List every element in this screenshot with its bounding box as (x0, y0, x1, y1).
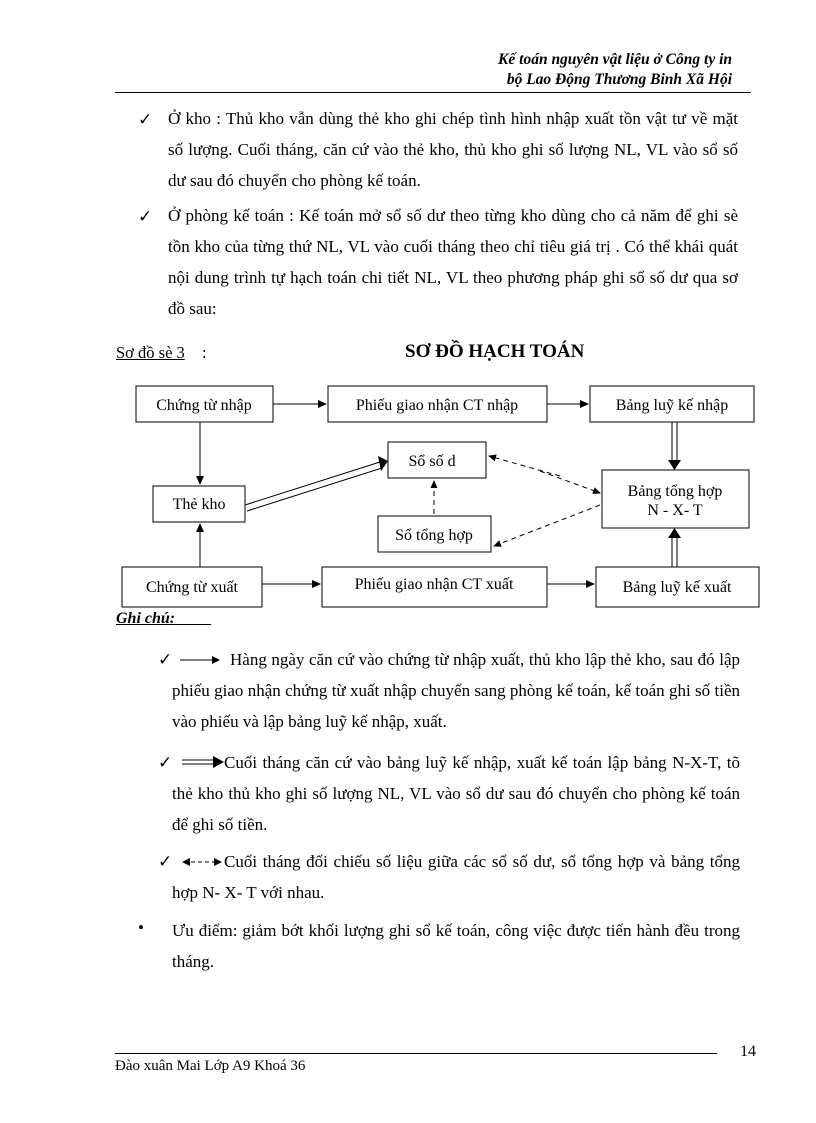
check-icon: ✓ (158, 852, 173, 871)
paragraph-phong-ke-toan: Ở phòng kế toán : Kế toán mở sổ số dư theo từng kho dùng cho cả năm để ghi sè tồn kho của từng thứ NL, VL vào cuối tháng theo chỉ tiêu giá trị . Có thể khái quát nội dung trình tự hạch toán chi tiết NL, VL theo phương pháp ghi sổ số dư qua sơ đồ sau: (168, 206, 738, 318)
box-chung-tu-nhap-label: Chứng từ nhập (156, 397, 252, 414)
dashed-arrow-to-so-tong-hop (494, 505, 600, 546)
box-bang-luy-ke-nhap-label: Bảng luỹ kế nhập (615, 397, 729, 414)
box-so-tong-hop-label: Sổ tổng hợp (395, 527, 473, 544)
note-reconcile: Cuối tháng đối chiếu số liệu giữa các sổ số dư, sổ tổng hợp và bảng tổng hợp N- X- T với nhau. (172, 852, 740, 902)
check-icon: ✓ (138, 110, 153, 129)
box-bang-luy-ke-xuat-label: Bảng luỹ kế xuất (622, 579, 732, 596)
check-icon: ✓ (158, 650, 173, 669)
double-arrow-bang-xuat-to-tong-hop (672, 538, 677, 567)
double-arrow-the-kho-to-so-so-du (245, 462, 382, 511)
bullet-icon: • (138, 918, 144, 937)
running-header-line-2: bộ Lao Động Thương Binh Xã Hội (506, 71, 732, 88)
paragraph-advantage: Ưu điểm: giảm bớt khối lượng ghi sổ kế toán, công việc được tiến hành đều trong tháng. (172, 921, 740, 971)
paragraph-o-kho: Ở kho : Thủ kho vẫn dùng thẻ kho ghi chép tình hình nhập xuất tồn vật tư về mặt số lượng. Cuối tháng, căn cứ vào thẻ kho, thủ kho ghi số lượng NL, VL vào sổ số dư sau đó chuyển cho phòng kế toán. (168, 109, 738, 190)
diagram-label-colon: : (202, 343, 207, 362)
box-chung-tu-xuat-label: Chứng từ xuất (145, 579, 239, 596)
box-phieu-xuat-label: Phiếu giao nhận CT xuất (354, 576, 514, 593)
check-icon: ✓ (138, 207, 153, 226)
footer-rule (115, 1053, 717, 1054)
dashed-arrow-to-bang-tong-hop (540, 471, 600, 493)
box-phieu-nhap-label: Phiếu giao nhận CT nhập (355, 397, 519, 414)
box-so-so-du-label: Sổ số d (408, 453, 456, 470)
page-number: 14 (740, 1043, 756, 1060)
note-daily: Hàng ngày căn cứ vào chứng từ nhập xuất, thủ kho lập thẻ kho, sau đó lập phiếu giao nhận chứng từ xuất nhập chuyển sang phòng kế toán, kế toán ghi số tiền vào phiếu và lập bảng luỹ kế nhập, xuất. (172, 650, 740, 731)
footer-author: Đào xuân Mai Lớp A9 Khoá 36 (115, 1058, 306, 1074)
double-arrow-bang-nhap-to-tong-hop (672, 422, 677, 460)
running-header-line-1: Kế toán nguyên vật liệu ở Công ty in (498, 51, 732, 68)
diagram-label: Sơ đồ sè 3 (116, 343, 185, 362)
box-the-kho-label: Thẻ kho (172, 496, 226, 513)
check-icon: ✓ (158, 753, 173, 772)
note-monthly: Cuối tháng căn cứ vào bảng luỹ kế nhập, xuất kế toán lập bảng N-X-T, tõ thẻ kho thủ kho ghi số lượng NL, VL vào sổ dư sau đó chuyển cho phòng kế toán để ghi số tiền. (172, 753, 740, 834)
box-bang-tong-hop-label-1: Bảng tổng hợp (627, 483, 723, 500)
diagram-title: SƠ ĐỒ HẠCH TOÁN (405, 341, 585, 362)
dashed-arrow-to-so-du (489, 456, 560, 476)
notes-title: Ghi chú: (116, 610, 176, 627)
box-bang-tong-hop-label-2: N - X- T (647, 502, 703, 519)
